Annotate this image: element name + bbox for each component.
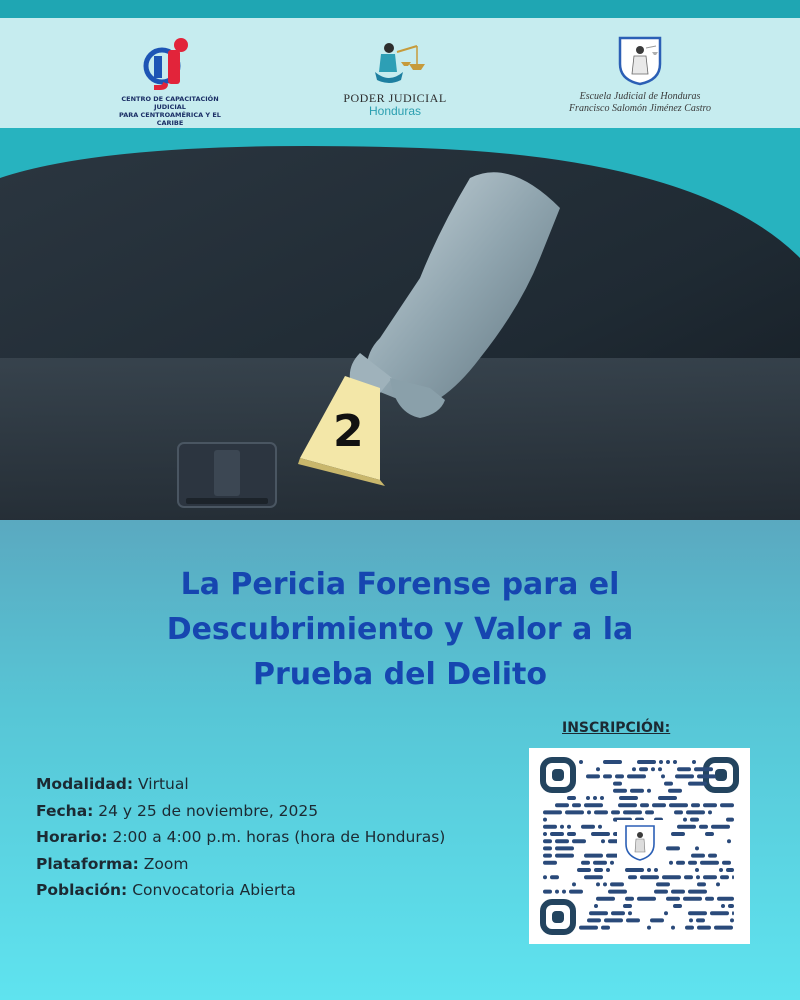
- poder-judicial-name: PODER JUDICIAL: [343, 91, 447, 105]
- detail-plataforma: Plataforma: Zoom: [36, 854, 189, 873]
- registration-qr-code[interactable]: [529, 748, 750, 944]
- detail-fecha: Fecha: 24 y 25 de noviembre, 2025: [36, 801, 319, 820]
- event-details: [36, 771, 526, 904]
- poder-judicial-sub: Honduras: [368, 104, 422, 118]
- cendj-logo: [110, 36, 230, 127]
- inscripcion-title: INSCRIPCIÓN:: [562, 720, 671, 736]
- detail-modalidad: Modalidad: Virtual: [36, 775, 189, 793]
- poder-judicial-logo: [335, 38, 455, 118]
- evidence-marker-number: 2: [333, 406, 364, 457]
- escuela-caption-line2: Francisco Salomón Jiménez Castro: [568, 103, 712, 114]
- event-title-line2: Descubrimiento y Valor a la: [166, 612, 634, 647]
- event-title-line3: Prueba del Delito: [253, 657, 547, 692]
- event-title-line1: La Pericia Forense para el: [180, 567, 620, 602]
- logo-strip: [0, 18, 800, 128]
- detail-poblacion: Población: Convocatoria Abierta: [36, 881, 296, 899]
- cendj-caption-line2: PARA CENTROAMÉRICA Y EL CARIBE: [119, 111, 221, 127]
- justice-scale-icon: [335, 38, 455, 86]
- crime-scene-illustration: [0, 138, 800, 520]
- detail-horario: Horario: 2:00 a 4:00 p.m. horas (hora de Honduras): [36, 828, 446, 846]
- escuela-caption-line1: Escuela Judicial de Honduras: [579, 91, 701, 102]
- escuela-judicial-logo: [560, 34, 720, 115]
- escuela-shield-icon: [560, 34, 720, 86]
- cendj-caption-line1: CENTRO DE CAPACITACIÓN JUDICIAL: [121, 95, 219, 111]
- event-title: [40, 562, 760, 697]
- hero-photo: [0, 138, 800, 520]
- qr-code-icon: [529, 748, 750, 944]
- cendj-emblem-icon: [110, 36, 230, 90]
- top-band: [0, 0, 800, 18]
